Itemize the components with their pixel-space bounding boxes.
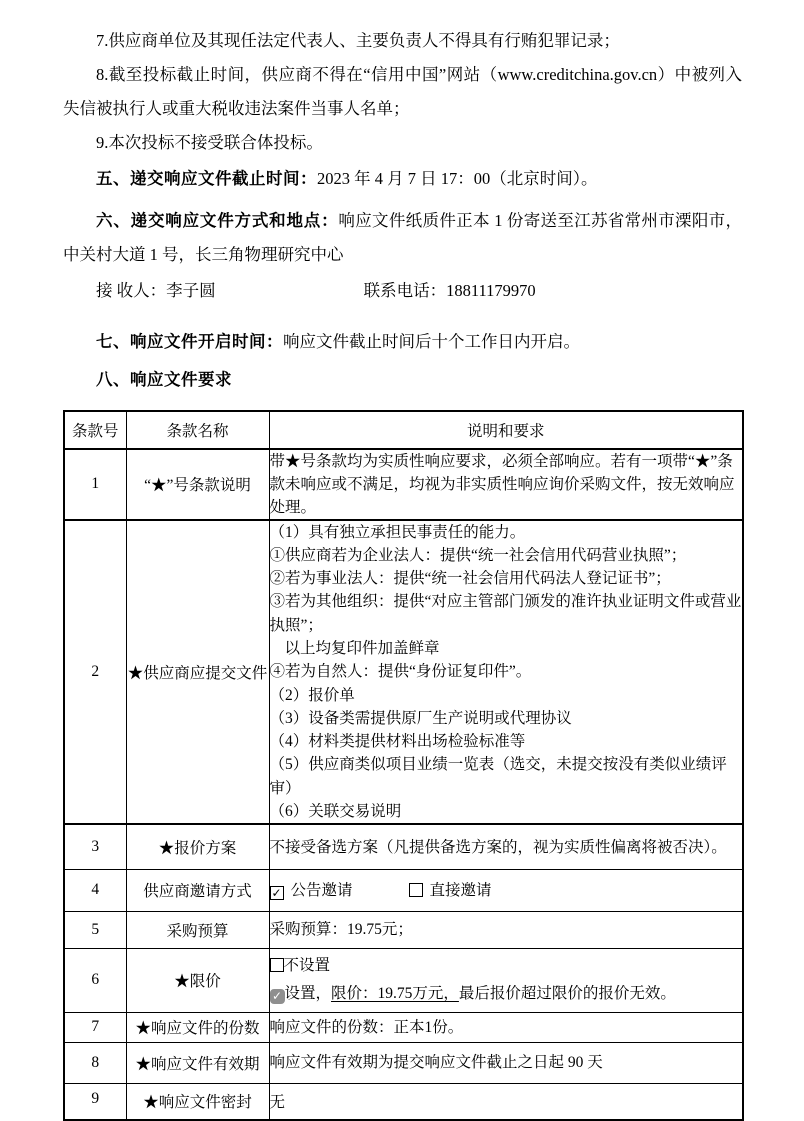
clause-number: 4 bbox=[64, 869, 126, 911]
set-prefix: 设置， bbox=[285, 985, 332, 1002]
clause-desc bbox=[269, 869, 743, 911]
section-6-delivery bbox=[63, 204, 742, 272]
phone-label: 联系电话： bbox=[364, 281, 447, 300]
table-header-row bbox=[64, 411, 743, 449]
check-icon: ✓ bbox=[271, 886, 281, 900]
set-suffix: 最后报价超过限价的报价无效。 bbox=[459, 985, 676, 1002]
table-row bbox=[64, 1012, 743, 1042]
clause-name: ★响应文件的份数 bbox=[126, 1012, 269, 1042]
clause-number: 5 bbox=[64, 911, 126, 948]
desc-line: （3）设备类需提供原厂生产说明或代理协议 bbox=[270, 707, 743, 730]
clause-number: 8 bbox=[64, 1042, 126, 1083]
price-limit-value: 限价：19.75万元， bbox=[331, 985, 459, 1002]
section-8-requirements-title bbox=[63, 363, 742, 397]
table-row bbox=[64, 824, 743, 869]
invitation-option-direct: 直接邀请 bbox=[430, 882, 492, 899]
clause-desc: 不接受备选方案（凡提供备选方案的，视为实质性偏离将被否决）。 bbox=[269, 824, 743, 869]
desc-line: ④若为自然人：提供“身份证复印件”。 bbox=[270, 660, 743, 683]
section-6-text: 响应文件纸质件正本 1 份寄送至江苏省常州市溧阳市，中关村大道 1 号，长三角物理研究中心 bbox=[63, 211, 742, 264]
table-row bbox=[64, 869, 743, 911]
section-5-deadline bbox=[63, 162, 742, 196]
phone-number: 18811179970 bbox=[446, 281, 536, 300]
header-description: 说明和要求 bbox=[269, 411, 743, 449]
clause-number: 3 bbox=[64, 824, 126, 869]
table-row bbox=[64, 1083, 743, 1120]
desc-line: （4）材料类提供材料出场检验标准等 bbox=[270, 730, 743, 753]
clause-desc: 采购预算：19.75元； bbox=[269, 911, 743, 948]
clause-desc: 响应文件的份数：正本1份。 bbox=[269, 1012, 743, 1042]
clause-name: 采购预算 bbox=[126, 911, 269, 948]
clause-desc: 带★号条款均为实质性响应要求，必须全部响应。若有一项带“★”条款未响应或不满足，均视为非实质性响应询价采购文件，按无效响应处理。 bbox=[269, 449, 743, 520]
unset-label: 不设置 bbox=[284, 957, 331, 974]
header-clause-number: 条款号 bbox=[64, 411, 126, 449]
paragraph-8 bbox=[63, 58, 742, 126]
contact-line bbox=[63, 274, 742, 308]
table-row bbox=[64, 948, 743, 1012]
clause-name: ★响应文件有效期 bbox=[126, 1042, 269, 1083]
invitation-option-public: 公告邀请 bbox=[291, 882, 353, 899]
header-clause-name: 条款名称 bbox=[126, 411, 269, 449]
paragraph-7-text: 7.供应商单位及其现任法定代表人、主要负责人不得具有行贿犯罪记录； bbox=[96, 31, 620, 50]
clause-number: 2 bbox=[64, 520, 126, 825]
table-row bbox=[64, 911, 743, 948]
clause-name: ★供应商应提交文件 bbox=[126, 520, 269, 825]
paragraph-9-text: 9.本次投标不接受联合体投标。 bbox=[96, 133, 323, 152]
desc-line: 以上均复印件加盖鲜章 bbox=[270, 637, 743, 660]
checkbox-unchecked-icon[interactable] bbox=[270, 958, 284, 972]
receiver-label: 接 收人： bbox=[96, 281, 166, 300]
section-5-label: 五、递交响应文件截止时间： bbox=[96, 170, 317, 188]
desc-line: （5）供应商类似项目业绩一览表（选交，未提交按没有类似业绩评审） bbox=[270, 753, 743, 800]
checkbox-checked-icon[interactable] bbox=[270, 886, 284, 900]
clause-name: “★”号条款说明 bbox=[126, 449, 269, 520]
clause-name: ★报价方案 bbox=[126, 824, 269, 869]
clause-number: 9 bbox=[64, 1083, 126, 1120]
clause-desc: 无 bbox=[269, 1083, 743, 1120]
desc-line: （6）关联交易说明 bbox=[270, 800, 743, 823]
table-row bbox=[64, 449, 743, 520]
desc-line: （2）报价单 bbox=[270, 684, 743, 707]
section-8-label: 八、响应文件要求 bbox=[96, 371, 232, 389]
phone-group bbox=[364, 281, 536, 300]
desc-line: ③若为其他组织：提供“对应主管部门颁发的准许执业证明文件或营业执照”； bbox=[270, 590, 743, 637]
clause-desc bbox=[269, 520, 743, 825]
check-icon: ✓ bbox=[272, 989, 282, 1003]
clause-number: 1 bbox=[64, 449, 126, 520]
clause-desc: 响应文件有效期为提交响应文件截止之日起 90 天 bbox=[269, 1042, 743, 1083]
section-7-opening-time bbox=[63, 325, 742, 359]
clause-name: ★限价 bbox=[126, 948, 269, 1012]
price-limit-unset-option bbox=[270, 952, 743, 980]
clause-number: 6 bbox=[64, 948, 126, 1012]
section-6-label: 六、递交响应文件方式和地点： bbox=[96, 212, 338, 230]
desc-line: （1）具有独立承担民事责任的能力。 bbox=[270, 521, 743, 544]
desc-line: ①供应商若为企业法人：提供“统一社会信用代码营业执照”； bbox=[270, 544, 743, 567]
clause-name: 供应商邀请方式 bbox=[126, 869, 269, 911]
receiver-name: 李子圆 bbox=[166, 281, 216, 300]
section-7-text: 响应文件截止时间后十个工作日内开启。 bbox=[283, 332, 580, 351]
table-row bbox=[64, 1042, 743, 1083]
clause-number: 7 bbox=[64, 1012, 126, 1042]
price-limit-set-option bbox=[270, 980, 743, 1008]
desc-line: ②若为事业法人：提供“统一社会信用代码法人登记证书”； bbox=[270, 567, 743, 590]
clause-name: ★响应文件密封 bbox=[126, 1083, 269, 1120]
clause-desc bbox=[269, 948, 743, 1012]
checkbox-unchecked-icon[interactable] bbox=[409, 883, 423, 897]
table-row bbox=[64, 520, 743, 825]
paragraph-8-text: 8.截至投标截止时间，供应商不得在“信用中国”网站（www.creditchina.gov.cn）中被列入失信被执行人或重大税收违法案件当事人名单； bbox=[63, 65, 742, 118]
section-5-text: 2023 年 4 月 7 日 17：00（北京时间）。 bbox=[317, 169, 598, 188]
section-7-label: 七、响应文件开启时间： bbox=[96, 333, 283, 351]
paragraph-9 bbox=[63, 126, 742, 160]
paragraph-7 bbox=[63, 24, 742, 58]
response-requirements-table bbox=[63, 410, 744, 1121]
